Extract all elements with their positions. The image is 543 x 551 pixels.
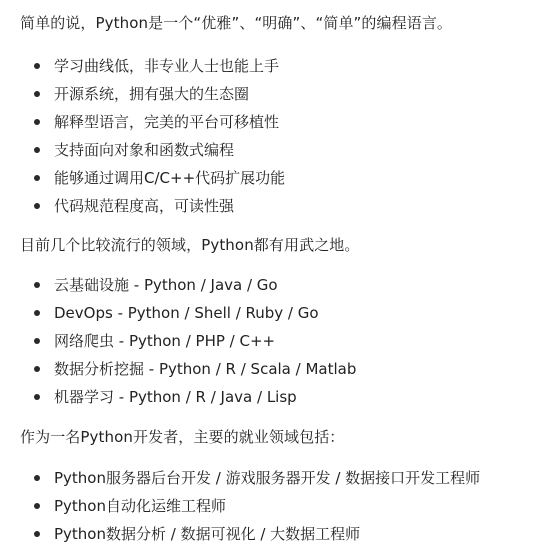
list-item-text: DevOps - Python / Shell / Ruby / Go bbox=[54, 304, 319, 322]
list-item bbox=[34, 274, 356, 302]
jobs-list bbox=[34, 467, 480, 551]
list-item-text: Python服务器后台开发 / 游戏服务器开发 / 数据接口开发工程师 bbox=[54, 469, 481, 487]
list-item bbox=[34, 330, 356, 358]
list-item-text: 开源系统，拥有强大的生态圈 bbox=[54, 85, 250, 103]
list-item bbox=[34, 167, 285, 195]
domains-intro-paragraph: 目前几个比较流行的领域，Python都有用武之地。 bbox=[20, 236, 360, 254]
list-item-text: 解释型语言，完美的平台可移植性 bbox=[54, 113, 280, 131]
list-item-text: 网络爬虫 - Python / PHP / C++ bbox=[54, 332, 276, 350]
list-item bbox=[34, 139, 285, 167]
bullet-icon bbox=[34, 203, 40, 209]
list-item bbox=[34, 111, 285, 139]
bullet-icon bbox=[34, 394, 40, 400]
domains-list bbox=[34, 274, 356, 414]
list-item bbox=[34, 495, 480, 523]
bullet-icon bbox=[34, 119, 40, 125]
bullet-icon bbox=[34, 338, 40, 344]
list-item-text: 代码规范程度高，可读性强 bbox=[54, 197, 235, 215]
bullet-icon bbox=[34, 175, 40, 181]
bullet-icon bbox=[34, 366, 40, 372]
list-item-text: 能够通过调用C/C++代码扩展功能 bbox=[54, 169, 286, 187]
list-item-text: Python数据分析 / 数据可视化 / 大数据工程师 bbox=[54, 525, 361, 543]
bullet-icon bbox=[34, 531, 40, 537]
list-item-text: 支持面向对象和函数式编程 bbox=[54, 141, 235, 159]
list-item bbox=[34, 523, 480, 551]
list-item-text: 学习曲线低，非专业人士也能上手 bbox=[54, 57, 280, 75]
list-item bbox=[34, 195, 285, 223]
bullet-icon bbox=[34, 310, 40, 316]
jobs-intro-paragraph: 作为一名Python开发者，主要的就业领域包括： bbox=[20, 428, 345, 446]
list-item bbox=[34, 83, 285, 111]
bullet-icon bbox=[34, 503, 40, 509]
list-item-text: 机器学习 - Python / R / Java / Lisp bbox=[54, 388, 297, 406]
list-item bbox=[34, 302, 356, 330]
bullet-icon bbox=[34, 282, 40, 288]
list-item bbox=[34, 467, 480, 495]
bullet-icon bbox=[34, 91, 40, 97]
bullet-icon bbox=[34, 147, 40, 153]
list-item-text: 数据分析挖掘 - Python / R / Scala / Matlab bbox=[54, 360, 357, 378]
list-item bbox=[34, 386, 356, 414]
list-item-text: Python自动化运维工程师 bbox=[54, 497, 226, 515]
list-item bbox=[34, 358, 356, 386]
bullet-icon bbox=[34, 475, 40, 481]
features-list bbox=[34, 55, 285, 223]
intro-paragraph: 简单的说，Python是一个“优雅”、“明确”、“简单”的编程语言。 bbox=[20, 14, 453, 32]
list-item-text: 云基础设施 - Python / Java / Go bbox=[54, 276, 278, 294]
list-item bbox=[34, 55, 285, 83]
bullet-icon bbox=[34, 63, 40, 69]
